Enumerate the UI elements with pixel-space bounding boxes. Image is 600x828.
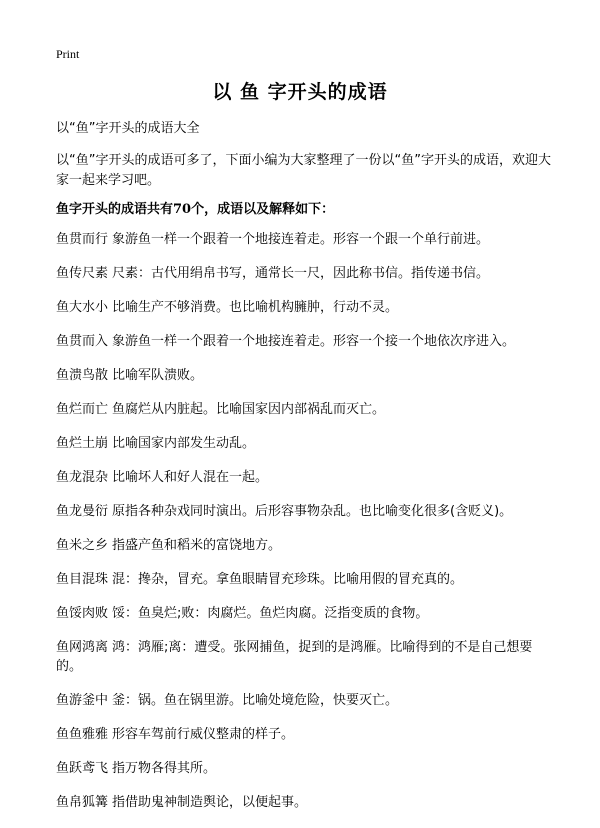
idiom-description: 鱼腐烂从内脏起。比喻国家因内部祸乱而灭亡。 bbox=[112, 402, 386, 417]
idiom-description: 指盛产鱼和稻米的富饶地方。 bbox=[112, 538, 282, 553]
idiom-description: 指万物各得其所。 bbox=[112, 761, 217, 776]
idiom-term: 鱼传尺素 bbox=[56, 266, 109, 281]
idiom-term: 鱼网鸿离 bbox=[56, 640, 109, 655]
idiom-entry bbox=[56, 264, 556, 283]
idiom-entry bbox=[56, 691, 556, 710]
idiom-description: 比喻生产不够消费。也比喻机构臃肿，行动不灵。 bbox=[112, 300, 399, 315]
idiom-description: 鸿：鸿雁;离：遭受。张网捕鱼，捉到的是鸿雁。比喻得到的不是自己想要的。 bbox=[56, 640, 533, 674]
idiom-term: 鱼烂土崩 bbox=[56, 436, 109, 451]
idiom-entry bbox=[56, 366, 556, 385]
idiom-description: 尺素：古代用绢帛书写，通常长一尺，因此称书信。指传递书信。 bbox=[112, 266, 490, 281]
idiom-entry bbox=[56, 434, 556, 453]
idiom-term: 鱼溃鸟散 bbox=[56, 368, 109, 383]
idiom-entry bbox=[56, 536, 556, 555]
idiom-description: 比喻军队溃败。 bbox=[112, 368, 204, 383]
idiom-term: 鱼大水小 bbox=[56, 300, 109, 315]
idiom-term: 鱼龙混杂 bbox=[56, 470, 109, 485]
idiom-entry bbox=[56, 298, 556, 317]
idiom-description: 象游鱼一样一个跟着一个地接连着走。形容一个跟一个单行前进。 bbox=[112, 232, 490, 247]
idiom-term: 鱼鱼雅雅 bbox=[56, 727, 109, 742]
idiom-term: 鱼目混珠 bbox=[56, 572, 109, 587]
page-title: 以 鱼 字开头的成语 bbox=[212, 81, 388, 103]
idiom-term: 鱼帛狐篝 bbox=[56, 795, 109, 810]
idiom-term: 鱼跃鸢飞 bbox=[56, 761, 109, 776]
idiom-term: 鱼贯而入 bbox=[56, 334, 109, 349]
idiom-description: 原指各种杂戏同时演出。后形容事物杂乱。也比喻变化很多(含贬义)。 bbox=[112, 504, 513, 519]
idiom-entry bbox=[56, 468, 556, 487]
page-subtitle: 以“鱼”字开头的成语大全 bbox=[56, 121, 200, 136]
idiom-description: 形容车驾前行威仪整肃的样子。 bbox=[112, 727, 295, 742]
idiom-entry bbox=[56, 604, 556, 623]
idiom-entry bbox=[56, 793, 556, 812]
idiom-term: 鱼烂而亡 bbox=[56, 402, 109, 417]
idiom-list bbox=[56, 230, 556, 827]
idiom-term: 鱼米之乡 bbox=[56, 538, 109, 553]
idiom-entry bbox=[56, 638, 556, 676]
idiom-term: 鱼游釜中 bbox=[56, 693, 109, 708]
idiom-description: 指借助鬼神制造舆论，以便起事。 bbox=[112, 795, 308, 810]
idiom-description: 釜：锅。鱼在锅里游。比喻处境危险，快要灭亡。 bbox=[112, 693, 399, 708]
idiom-term: 鱼贯而行 bbox=[56, 232, 109, 247]
print-label: Print bbox=[56, 47, 80, 61]
idiom-term: 鱼龙曼衍 bbox=[56, 504, 109, 519]
idiom-entry bbox=[56, 759, 556, 778]
idiom-entry bbox=[56, 400, 556, 419]
idiom-description: 混：搀杂，冒充。拿鱼眼睛冒充珍珠。比喻用假的冒充真的。 bbox=[112, 572, 464, 587]
section-heading: 鱼字开头的成语共有70个，成语以及解释如下： bbox=[56, 202, 335, 217]
idiom-entry bbox=[56, 502, 556, 521]
intro-paragraph: 以“鱼”字开头的成语可多了，下面小编为大家整理了一份以“鱼”字开头的成语，欢迎大家一起来学习吧。 bbox=[56, 153, 551, 188]
idiom-entry bbox=[56, 570, 556, 589]
idiom-description: 馁：鱼臭烂;败：肉腐烂。鱼烂肉腐。泛指变质的食物。 bbox=[112, 606, 429, 621]
idiom-entry bbox=[56, 230, 556, 249]
idiom-entry bbox=[56, 725, 556, 744]
idiom-description: 比喻国家内部发生动乱。 bbox=[112, 436, 256, 451]
idiom-entry bbox=[56, 332, 556, 351]
idiom-description: 比喻坏人和好人混在一起。 bbox=[112, 470, 269, 485]
idiom-term: 鱼馁肉败 bbox=[56, 606, 109, 621]
idiom-description: 象游鱼一样一个跟着一个地接连着走。形容一个接一个地依次序进入。 bbox=[112, 334, 516, 349]
